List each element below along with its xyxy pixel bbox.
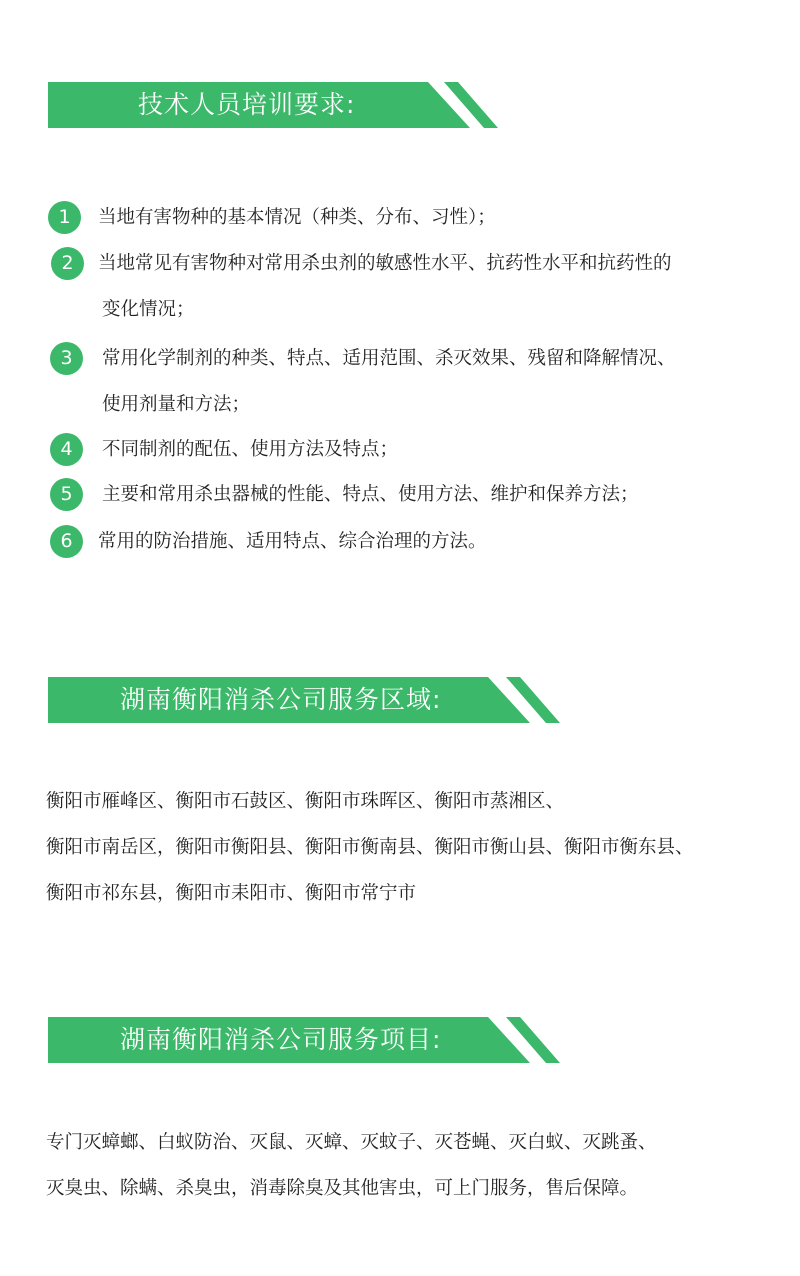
list-item-text-continued: 使用剂量和方法； [102, 394, 251, 415]
number-badge: 4 [50, 433, 83, 466]
text-line: 衡阳市南岳区，衡阳市衡阳县、衡阳市衡南县、衡阳市衡山县、衡阳市衡东县、 [46, 837, 694, 858]
service-area-text [46, 779, 694, 917]
list-item-text: 当地有害物种的基本情况（种类、分布、习性）； [98, 207, 496, 228]
list-item-text: 不同制剂的配伍、使用方法及特点； [102, 439, 399, 460]
number-badge: 3 [50, 342, 83, 375]
number-badge: 1 [48, 201, 81, 234]
section-banner-service-area [48, 677, 560, 723]
section-banner-training [48, 82, 498, 128]
list-item-text-continued: 变化情况； [102, 299, 195, 320]
number-badge: 6 [50, 525, 83, 558]
number-badge: 2 [51, 247, 84, 280]
section-title: 湖南衡阳消杀公司服务项目: [120, 1025, 442, 1054]
list-item-text: 常用的防治措施、适用特点、综合治理的方法。 [98, 531, 487, 552]
text-line: 专门灭蟑螂、白蚁防治、灭鼠、灭蟑、灭蚊子、灭苍蝇、灭白蚁、灭跳蚤、 [46, 1132, 657, 1153]
number-badge: 5 [50, 478, 83, 511]
section-title: 湖南衡阳消杀公司服务区域: [120, 685, 442, 714]
text-line: 衡阳市祁东县，衡阳市耒阳市、衡阳市常宁市 [46, 883, 417, 904]
list-item-text: 常用化学制剂的种类、特点、适用范围、杀灭效果、残留和降解情况、 [102, 348, 676, 369]
text-line: 衡阳市雁峰区、衡阳市石鼓区、衡阳市珠晖区、衡阳市蒸湘区、 [46, 791, 565, 812]
service-items-text [46, 1120, 657, 1212]
text-line: 灭臭虫、除螨、杀臭虫，消毒除臭及其他害虫，可上门服务，售后保障。 [46, 1178, 639, 1199]
section-title: 技术人员培训要求: [138, 90, 356, 119]
list-item-text: 主要和常用杀虫器械的性能、特点、使用方法、维护和保养方法； [102, 484, 639, 505]
list-item-text: 当地常见有害物种对常用杀虫剂的敏感性水平、抗药性水平和抗药性的 [98, 253, 672, 274]
section-banner-service-items [48, 1017, 560, 1063]
